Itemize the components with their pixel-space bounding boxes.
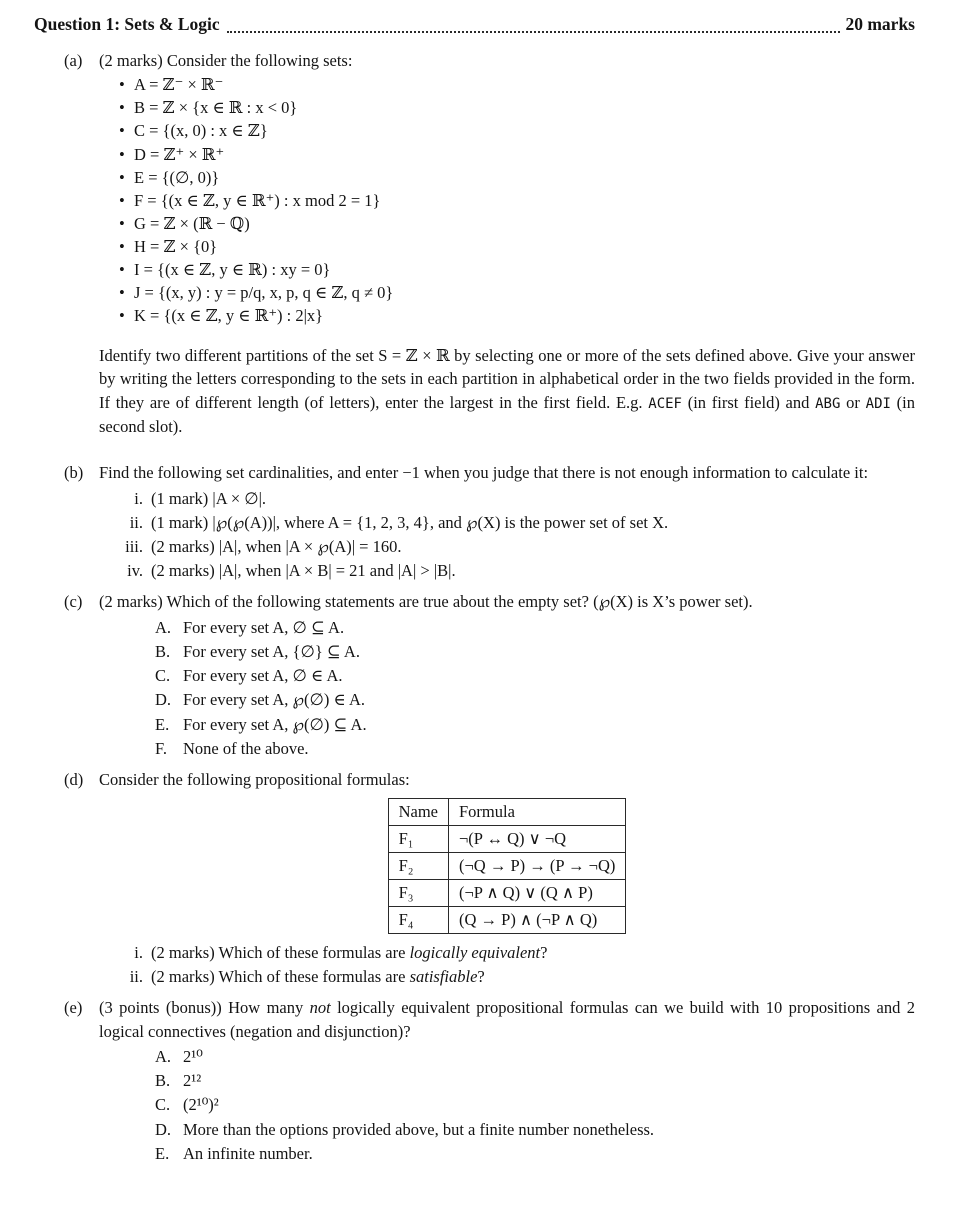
item-label: iii. <box>125 537 143 557</box>
option-text: 2¹² <box>183 1071 202 1091</box>
option-text: For every set A, {∅} ⊆ A. <box>183 641 360 661</box>
question-title: Question 1: Sets & Logic <box>34 14 220 34</box>
part-d-label: (d) <box>64 770 84 790</box>
part-e-body <box>99 996 915 1166</box>
question-suffix: ? <box>477 967 485 987</box>
item-label: iv. <box>127 561 143 581</box>
part-d-intro: Consider the following propositional formulas: <box>99 770 410 790</box>
set-definition-F: • F = {(x ∈ ℤ, y ∈ ℝ⁺) : x mod 2 = 1} <box>119 189 915 212</box>
formula-question-ii <box>113 965 915 989</box>
question-suffix: ? <box>540 942 548 962</box>
formula-expression: ¬(P ↔ Q) ∨ ¬Q <box>448 825 625 852</box>
option-B <box>155 1069 915 1093</box>
formula-table <box>388 798 627 934</box>
dotted-leader <box>227 31 841 33</box>
instructions-text-3: or <box>840 392 866 412</box>
table-row-f1 <box>388 825 626 852</box>
option-C <box>155 664 915 688</box>
set-definition-G: • G = ℤ × (ℝ − ℚ) <box>119 212 915 235</box>
option-label: B. <box>155 641 171 661</box>
part-d <box>64 768 915 989</box>
question-header <box>34 12 915 37</box>
formula-questions <box>99 941 915 989</box>
option-text: For every set A, ∅ ∈ A. <box>183 666 343 686</box>
intro-prefix: (3 points (bonus)) How many <box>99 998 310 1018</box>
option-E <box>155 713 915 737</box>
option-E <box>155 1142 915 1166</box>
part-e-label: (e) <box>64 998 83 1018</box>
set-definition-C: • C = {(x, 0) : x ∈ ℤ} <box>119 119 915 142</box>
item-label: i. <box>134 488 143 508</box>
part-a-instructions <box>99 344 915 438</box>
option-label: A. <box>155 1046 172 1066</box>
option-text: For every set A, ℘(∅) ⊆ A. <box>183 714 367 734</box>
set-definition-B: • B = ℤ × {x ∈ ℝ : x < 0} <box>119 96 915 119</box>
set-definition-J: • J = {(x, y) : y = p/q, x, p, q ∈ ℤ, q ≠ 0} <box>119 281 915 304</box>
item-text: (1 mark) |A × ∅|. <box>151 488 267 508</box>
intro-suffix: logically equivalent propositional formulas can we build with 10 propositions and 2 logical connectives (negation and disjunction)? <box>99 998 915 1041</box>
option-label: D. <box>155 1119 172 1139</box>
cardinality-item-iv <box>113 559 915 583</box>
option-label: A. <box>155 617 172 637</box>
table-header-formula: Formula <box>448 798 625 825</box>
option-label: C. <box>155 666 171 686</box>
cardinality-item-iii <box>113 535 915 559</box>
formula-question-i <box>113 941 915 965</box>
set-definition-E: • E = {(∅, 0)} <box>119 166 915 189</box>
item-text: (1 mark) |℘(℘(A))|, where A = {1, 2, 3, 4}, and ℘(X) is the power set of set X. <box>151 512 669 532</box>
cardinality-item-i <box>113 487 915 511</box>
part-d-body <box>99 768 915 989</box>
question-prefix: (2 marks) Which of these formulas are <box>151 942 410 962</box>
option-D <box>155 1118 915 1142</box>
item-label: ii. <box>129 967 143 987</box>
set-definition-H: • H = ℤ × {0} <box>119 235 915 258</box>
option-C <box>155 1093 915 1117</box>
option-D <box>155 688 915 712</box>
option-B <box>155 640 915 664</box>
instructions-text-4: (in second slot). <box>99 392 915 436</box>
table-header-row <box>388 798 626 825</box>
part-b-intro: Find the following set cardinalities, and enter −1 when you judge that there is not enough information to calculate it: <box>99 463 869 483</box>
question-emphasis: satisfiable <box>409 967 478 987</box>
formula-name: F₃ <box>388 879 448 906</box>
option-A <box>155 616 915 640</box>
table-row-f4 <box>388 906 626 933</box>
instructions-text-1: Identify two different partitions of the set S = ℤ × ℝ by selecting one or more of the sets defined above. Give your answer by writing the letters corresponding to the sets in each partition in alphabetical order in the two fields provided in the form. If they are of different length (of letters), enter the largest in the first field. E.g. <box>99 345 915 412</box>
table-row-f3 <box>388 879 626 906</box>
part-a-label: (a) <box>64 50 83 70</box>
option-text: An infinite number. <box>183 1143 313 1163</box>
question-emphasis: logically equivalent <box>409 942 541 962</box>
part-b-label: (b) <box>64 463 84 483</box>
set-definition-K: • K = {(x ∈ ℤ, y ∈ ℝ⁺) : 2|x} <box>119 304 915 327</box>
option-text: 2¹⁰ <box>183 1046 203 1066</box>
formula-expression: (Q → P) ∧ (¬P ∧ Q) <box>448 906 625 933</box>
part-a <box>64 49 915 455</box>
part-c <box>64 590 915 761</box>
formula-name: F₄ <box>388 906 448 933</box>
item-label: i. <box>134 942 143 962</box>
option-text: For every set A, ∅ ⊆ A. <box>183 617 345 637</box>
part-c-intro: (2 marks) Which of the following statements are true about the empty set? (℘(X) is X’s power set). <box>99 592 753 612</box>
formula-name: F₁ <box>388 825 448 852</box>
item-text <box>151 941 915 965</box>
part-b-body <box>99 461 915 583</box>
item-text: (2 marks) |A|, when |A × ℘(A)| = 160. <box>151 537 402 557</box>
question-prefix: (2 marks) Which of these formulas are <box>151 967 410 987</box>
code-sample-2: ABG <box>815 395 841 412</box>
cardinality-item-ii <box>113 511 915 535</box>
instructions-text-2: (in first field) and <box>681 392 816 412</box>
item-text: (2 marks) |A|, when |A × B| = 21 and |A| > |B|. <box>151 561 456 581</box>
intro-emphasis: not <box>309 998 331 1018</box>
option-text: For every set A, ℘(∅) ∈ A. <box>183 690 365 710</box>
code-sample-3: ADI <box>865 395 891 412</box>
item-label: ii. <box>129 512 143 532</box>
option-label: D. <box>155 690 172 710</box>
set-definitions-list <box>119 73 915 327</box>
set-definition-D: • D = ℤ⁺ × ℝ⁺ <box>119 143 915 166</box>
empty-set-options <box>155 616 915 762</box>
option-F <box>155 737 915 761</box>
cardinality-items <box>99 487 915 583</box>
question-marks: 20 marks <box>845 14 915 34</box>
option-label: C. <box>155 1095 171 1115</box>
option-label: E. <box>155 1143 170 1163</box>
part-e-intro <box>99 996 915 1043</box>
option-text: None of the above. <box>183 738 309 758</box>
bonus-options <box>155 1045 915 1166</box>
option-label: E. <box>155 714 170 734</box>
part-c-label: (c) <box>64 592 83 612</box>
item-text <box>151 965 915 989</box>
formula-name: F₂ <box>388 852 448 879</box>
set-definition-I: • I = {(x ∈ ℤ, y ∈ ℝ) : xy = 0} <box>119 258 915 281</box>
formula-expression: (¬P ∧ Q) ∨ (Q ∧ P) <box>448 879 625 906</box>
part-b <box>64 461 915 583</box>
part-e <box>64 996 915 1166</box>
formula-expression: (¬Q → P) → (P → ¬Q) <box>448 852 625 879</box>
option-text: More than the options provided above, but a finite number nonetheless. <box>183 1119 655 1139</box>
option-label: B. <box>155 1071 171 1091</box>
option-label: F. <box>155 738 167 758</box>
option-text: (2¹⁰)² <box>183 1095 219 1115</box>
set-definition-A: • A = ℤ⁻ × ℝ⁻ <box>119 73 915 96</box>
part-a-body <box>99 49 915 455</box>
code-sample-1: ACEF <box>648 395 682 412</box>
part-c-body <box>99 590 915 761</box>
part-a-intro: (2 marks) Consider the following sets: <box>99 50 353 70</box>
table-header-name: Name <box>388 798 448 825</box>
table-row-f2 <box>388 852 626 879</box>
option-A <box>155 1045 915 1069</box>
